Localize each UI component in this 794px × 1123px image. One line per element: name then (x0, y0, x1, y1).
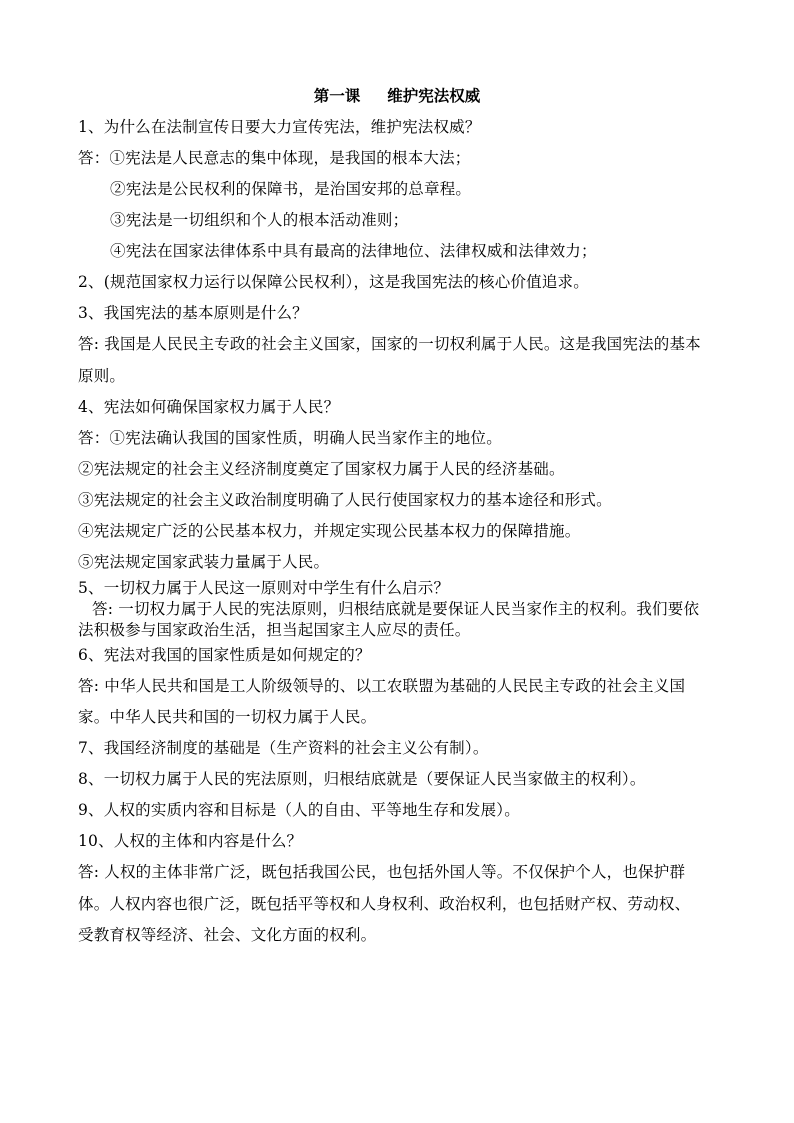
answer-4-line-1: 答：①宪法确认我国的国家性质，明确人民当家作主的地位。 (78, 429, 502, 447)
question-2: 2、(规范国家权力运行以保障公民权利），这是我国宪法的核心价值追求。 (78, 273, 589, 291)
answer-4-line-2: ②宪法规定的社会主义经济制度奠定了国家权力属于人民的经济基础。 (78, 460, 565, 478)
question-5: 5、一切权力属于人民这一原则对中学生有什么启示？ (78, 579, 450, 597)
page-title: 第一课 维护宪法权威 (313, 86, 481, 105)
answer-5-line-1: 答: 一切权力属于人民的宪法原则，归根结底就是要保证人民当家作主的权利。我们要依 (92, 600, 700, 618)
answer-3-line-1: 答: 我国是人民民主专政的社会主义国家，国家的一切权利属于人民。这是我国宪法的基本 (78, 335, 701, 353)
question-7: 7、我国经济制度的基础是（生产资料的社会主义公有制）。 (78, 739, 489, 757)
answer-4-line-5: ⑤宪法规定国家武装力量属于人民。 (78, 553, 330, 571)
answer-1-line-4: ④宪法在国家法律体系中具有最高的法律地位、法律权威和法律效力； (110, 242, 597, 260)
answer-6-line-1: 答: 中华人民共和国是工人阶级领导的、以工农联盟为基础的人民民主专政的社会主义国 (78, 677, 686, 695)
answer-1-line-3: ③宪法是一切组织和个人的根本活动准则； (110, 211, 409, 229)
answer-4-line-3: ③宪法规定的社会主义政治制度明确了人民行使国家权力的基本途径和形式。 (78, 491, 612, 509)
question-1: 1、为什么在法制宣传日要大力宣传宪法，维护宪法权威？ (78, 118, 481, 136)
answer-1-line-1: 答：①宪法是人民意志的集中体现，是我国的根本大法； (78, 149, 471, 167)
question-3: 3、我国宪法的基本原则是什么？ (78, 304, 308, 322)
answer-10-line-1: 答: 人权的主体非常广泛，既包括我国公民，也包括外国人等。不仅保护个人，也保护群 (78, 863, 686, 881)
question-10: 10、人权的主体和内容是什么？ (78, 832, 303, 850)
answer-4-line-4: ④宪法规定广泛的公民基本权力，并规定实现公民基本权力的保障措施。 (78, 522, 581, 540)
question-6: 6、宪法对我国的国家性质是如何规定的？ (78, 646, 371, 664)
answer-10-line-2: 体。人权内容也很广泛，既包括平等权和人身权利、政治权利，也包括财产权、劳动权、 (78, 895, 691, 913)
answer-6-line-2: 家。中华人民共和国的一切权力属于人民。 (78, 708, 377, 726)
question-4: 4、宪法如何确保国家权力属于人民？ (78, 398, 340, 416)
answer-3-line-2: 原则。 (78, 367, 126, 385)
question-8: 8、一切权力属于人民的宪法原则，归根结底就是（要保证人民当家做主的权利）。 (78, 770, 646, 788)
question-9: 9、人权的实质内容和目标是（人的自由、平等地生存和发展）。 (78, 801, 520, 819)
answer-1-line-2: ②宪法是公民权利的保障书，是治国安邦的总章程。 (110, 180, 472, 198)
answer-5-line-2: 法积极参与国家政治生活，担当起国家主人应尽的责任。 (78, 621, 471, 639)
answer-10-line-3: 受教育权等经济、社会、文化方面的权利。 (78, 926, 377, 944)
